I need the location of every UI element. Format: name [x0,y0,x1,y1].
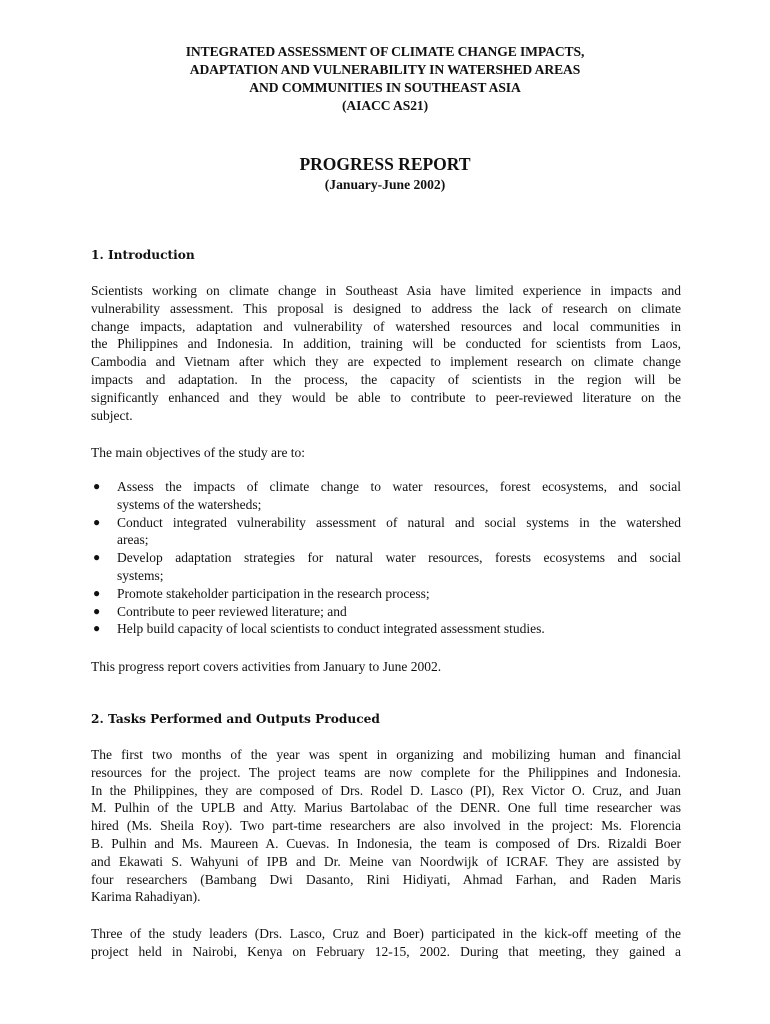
list-item-line: Develop adaptation strategies for natural water resources, forests ecosystems and social [117,550,681,566]
paragraph-line: In the Philippines, they are composed of Drs. Rodel D. Lasco (PI), Rex Victor O. Cruz, and Juan [91,782,681,798]
paragraph-line: change impacts, adaptation and vulnerability of watershed resources and local communities in [91,318,681,334]
title-line: INTEGRATED ASSESSMENT OF CLIMATE CHANGE IMPACTS, [185,44,585,59]
tasks-paragraph-1 [91,746,681,906]
list-item-line: areas; [117,532,149,548]
paragraph-line: This progress report covers activities from January to June 2002. [91,659,442,674]
report-period: (January-June 2002) [324,177,446,192]
paragraph-line: the Philippines and Indonesia. In addition, training will be conducted for scientists from Laos, [91,336,681,352]
section-heading-introduction: 1. Introduction [91,248,195,262]
tasks-paragraph-2 [91,925,681,961]
paragraph-line: The main objectives of the study are to: [91,445,306,460]
paragraph-line: Cambodia and Vietnam after which they are expected to implement research on climate change [91,354,681,370]
paragraph-line: Karima Rahadiyan). [91,889,201,905]
list-item [91,585,681,603]
paragraph-line: subject. [91,407,133,423]
paragraph-line: hired (Ms. Sheila Roy). Two part-time researchers are also involved in the project: Ms. Florencia [91,818,681,834]
paragraph-line: project held in Nairobi, Kenya on February 12-15, 2002. During that meeting, they gained a [91,943,681,959]
bullet-icon: ● [93,514,101,529]
paragraph-line: significantly enhanced and they would be able to contribute to peer-reviewed literature on the [91,389,681,405]
report-title: PROGRESS REPORT [299,154,471,174]
document-title [0,43,770,115]
objectives-intro [91,444,681,462]
bullet-icon: ● [93,479,101,493]
list-item-line: systems; [117,567,164,583]
intro-paragraph [91,282,681,424]
paragraph-line: vulnerability assessment. This proposal is designed to address the lack of research on climate [91,300,681,316]
list-item-line: Assess the impacts of climate change to water resources, forest ecosystems, and social [117,479,681,494]
paragraph-line: and Ekawati S. Wahyuni of IPB and Dr. Meine van Noordwijk of ICRAF. They are assisted by [91,853,681,869]
title-line: (AIACC AS21) [341,98,429,113]
coverage-paragraph [91,658,681,676]
bullet-icon: ● [93,585,101,600]
title-line: ADAPTATION AND VULNERABILITY IN WATERSHED AREAS [189,62,581,77]
list-item [91,603,681,621]
list-item [91,549,681,585]
paragraph-line: four researchers (Bambang Dwi Dasanto, Rini Hidiyati, Ahmad Farhan, and Raden Maris [91,871,681,887]
bullet-icon: ● [93,550,101,565]
paragraph-line: M. Pulhin of the UPLB and Atty. Marius Bartolabac of the DENR. One full time researcher was [91,800,681,816]
paragraph-line: resources for the project. The project teams are now complete for the Philippines and Indonesia. [91,764,681,780]
list-item-line: Contribute to peer reviewed literature; and [117,603,347,619]
bullet-icon: ● [93,603,101,618]
title-line: AND COMMUNITIES IN SOUTHEAST ASIA [249,80,521,95]
paragraph-line: Three of the study leaders (Drs. Lasco, Cruz and Boer) participated in the kick-off meeting of the [91,926,681,941]
bullet-icon: ● [93,621,101,636]
objectives-list [91,478,681,638]
list-item-line: Conduct integrated vulnerability assessment of natural and social systems in the watershed [117,514,681,530]
list-item [91,514,681,550]
list-item-line: Help build capacity of local scientists to conduct integrated assessment studies. [117,621,545,637]
list-item [91,478,681,514]
paragraph-line: Scientists working on climate change in Southeast Asia have limited experience in impacts and [91,283,681,298]
section-heading-tasks: 2. Tasks Performed and Outputs Produced [91,712,380,726]
list-item-line: Promote stakeholder participation in the research process; [117,585,430,601]
list-item-line: systems of the watersheds; [117,496,262,512]
paragraph-line: impacts and adaptation. In the process, the capacity of scientists in the region will be [91,371,681,387]
list-item [91,620,681,638]
paragraph-line: The first two months of the year was spent in organizing and mobilizing human and financial [91,747,681,762]
paragraph-line: B. Pulhin and Ms. Maureen A. Cuevas. In Indonesia, the team is composed of Drs. Rizaldi Boer [91,835,681,851]
